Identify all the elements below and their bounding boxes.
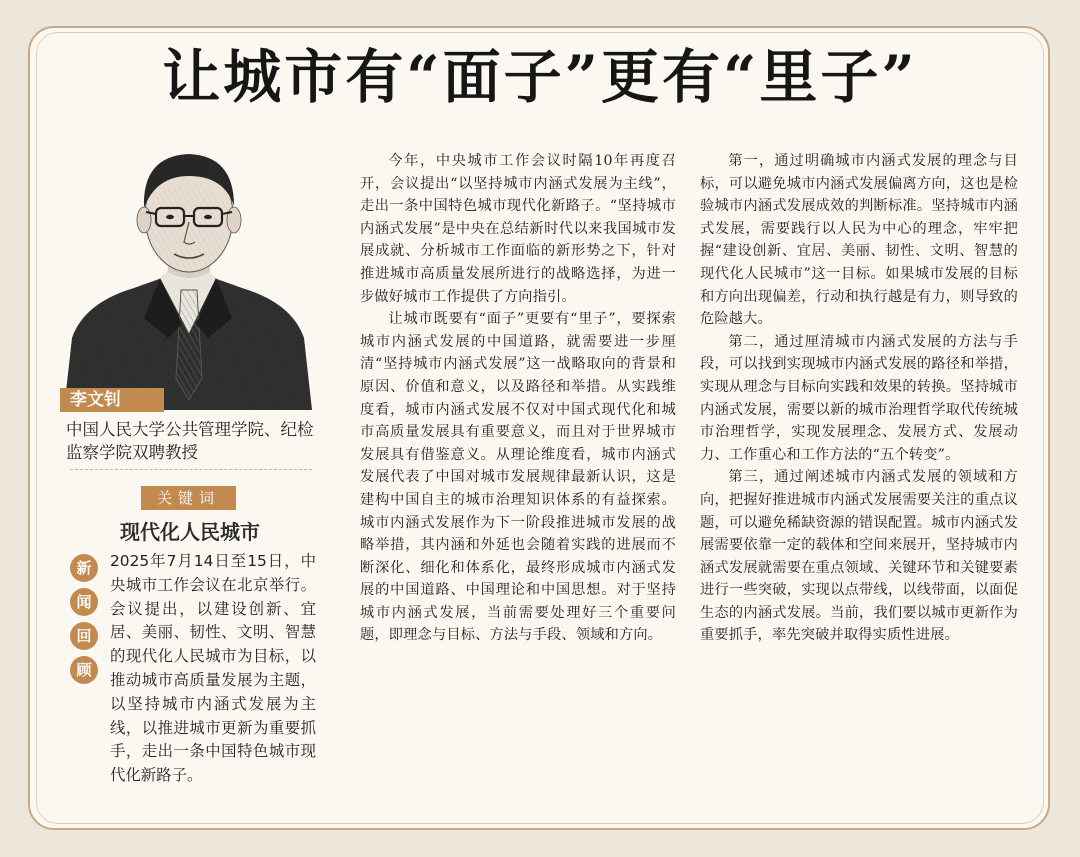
news-review-text bbox=[110, 550, 316, 788]
article-column-2 bbox=[700, 150, 1018, 647]
paragraph: 第一，通过明确城市内涵式发展的理念与目标，可以避免城市内涵式发展偏离方向，这也是检验城市内涵式发展成效的判断标准。坚持城市内涵式发展，需要践行以人民为中心的理念，牢牢把握“建设创新、宜居、美丽、韧性、文明、智慧的现代化人民城市”这一目标。如果城市发展的目标和方向出现偏差，行动和执行越是有力，则导致的危险越大。 bbox=[700, 153, 1018, 328]
news-badge-char: 回 bbox=[70, 622, 98, 650]
paragraph: 第三，通过阐述城市内涵式发展的领域和方向，把握好推进城市内涵式发展需要关注的重点议题，可以避免稀缺资源的错误配置。城市内涵式发展需要依靠一定的载体和空间来展开，坚持城市内涵式发展就需要在重点领域、关键环节和关键要素进行一些突破，实现以点带线，以线带面，以面促生态的内涵式发展。当前，我们要以城市更新作为重要抓手，率先突破并取得实质性进展。 bbox=[700, 469, 1018, 644]
author-portrait bbox=[64, 138, 314, 410]
paragraph: 第二，通过厘清城市内涵式发展的方法与手段，可以找到实现城市内涵式发展的路径和举措，实现从理念与目标向实践和效果的转换。坚持城市内涵式发展，需要以新的城市治理哲学取代传统城市治理哲学，实现发展理念、发展方式、发展动力、工作重心和工作方法的“五个转变”。 bbox=[700, 333, 1018, 463]
author-name-tag: 李文钊 bbox=[60, 388, 164, 412]
author-affiliation: 中国人民大学公共管理学院、纪检监察学院双聘教授 bbox=[66, 420, 314, 462]
keyword-term: 现代化人民城市 bbox=[120, 520, 260, 544]
news-badge-char: 顾 bbox=[70, 656, 98, 684]
divider bbox=[70, 469, 312, 470]
news-review-badge bbox=[70, 554, 102, 690]
news-review-body: 2025年7月14日至15日，中央城市工作会议在北京举行。会议提出，以建设创新、宜居、美丽、韧性、文明、智慧的现代化人民城市为目标，以推动城市高质量发展为主题，以坚持城市内涵式发展为主线，以推进城市更新为重要抓手，走出一条中国特色城市现代化新路子。 bbox=[110, 552, 316, 785]
headline: 让城市有“面子”更有“里子” bbox=[162, 43, 918, 111]
article-column-1 bbox=[360, 150, 676, 647]
news-badge-char: 新 bbox=[70, 554, 98, 582]
news-badge-char: 闻 bbox=[70, 588, 98, 616]
paragraph: 今年，中央城市工作会议时隔10年再度召开，会议提出“以坚持城市内涵式发展为主线”，走出一条中国特色城市现代化新路子。“坚持城市内涵式发展”是中央在总结新时代以来我国城市发展成就、分析城市工作面临的新形势之下，针对推进城市高质量发展所进行的战略选择，为进一步做好城市工作提供了方向指引。 bbox=[360, 153, 676, 305]
paragraph: 让城市既要有“面子”更要有“里子”，要探索城市内涵式发展的中国道路，就需要进一步厘清“坚持城市内涵式发展”这一战略取向的背景和原因、价值和意义，以及路径和举措。从实践维度看，城市内涵式发展不仅对中国式现代化和城市高质量发展具有重要意义，而且对于世界城市发展具有借鉴意义。从理论维度看，城市内涵式发展代表了中国对城市发展规律最新认识，这是建构中国自主的城市治理知识体系的有益探索。城市内涵式发展作为下一阶段推进城市发展的战略举措，其内涵和外延也会随着实践的进展而不断深化、细化和体系化，最终形成城市内涵式发展的中国道路、中国理论和中国思想。对于坚持城市内涵式发展，当前需要处理好三个重要问题，即理念与目标、方法与手段、领域和方向。 bbox=[360, 311, 676, 644]
keyword-badge: 关键词 bbox=[141, 486, 236, 510]
